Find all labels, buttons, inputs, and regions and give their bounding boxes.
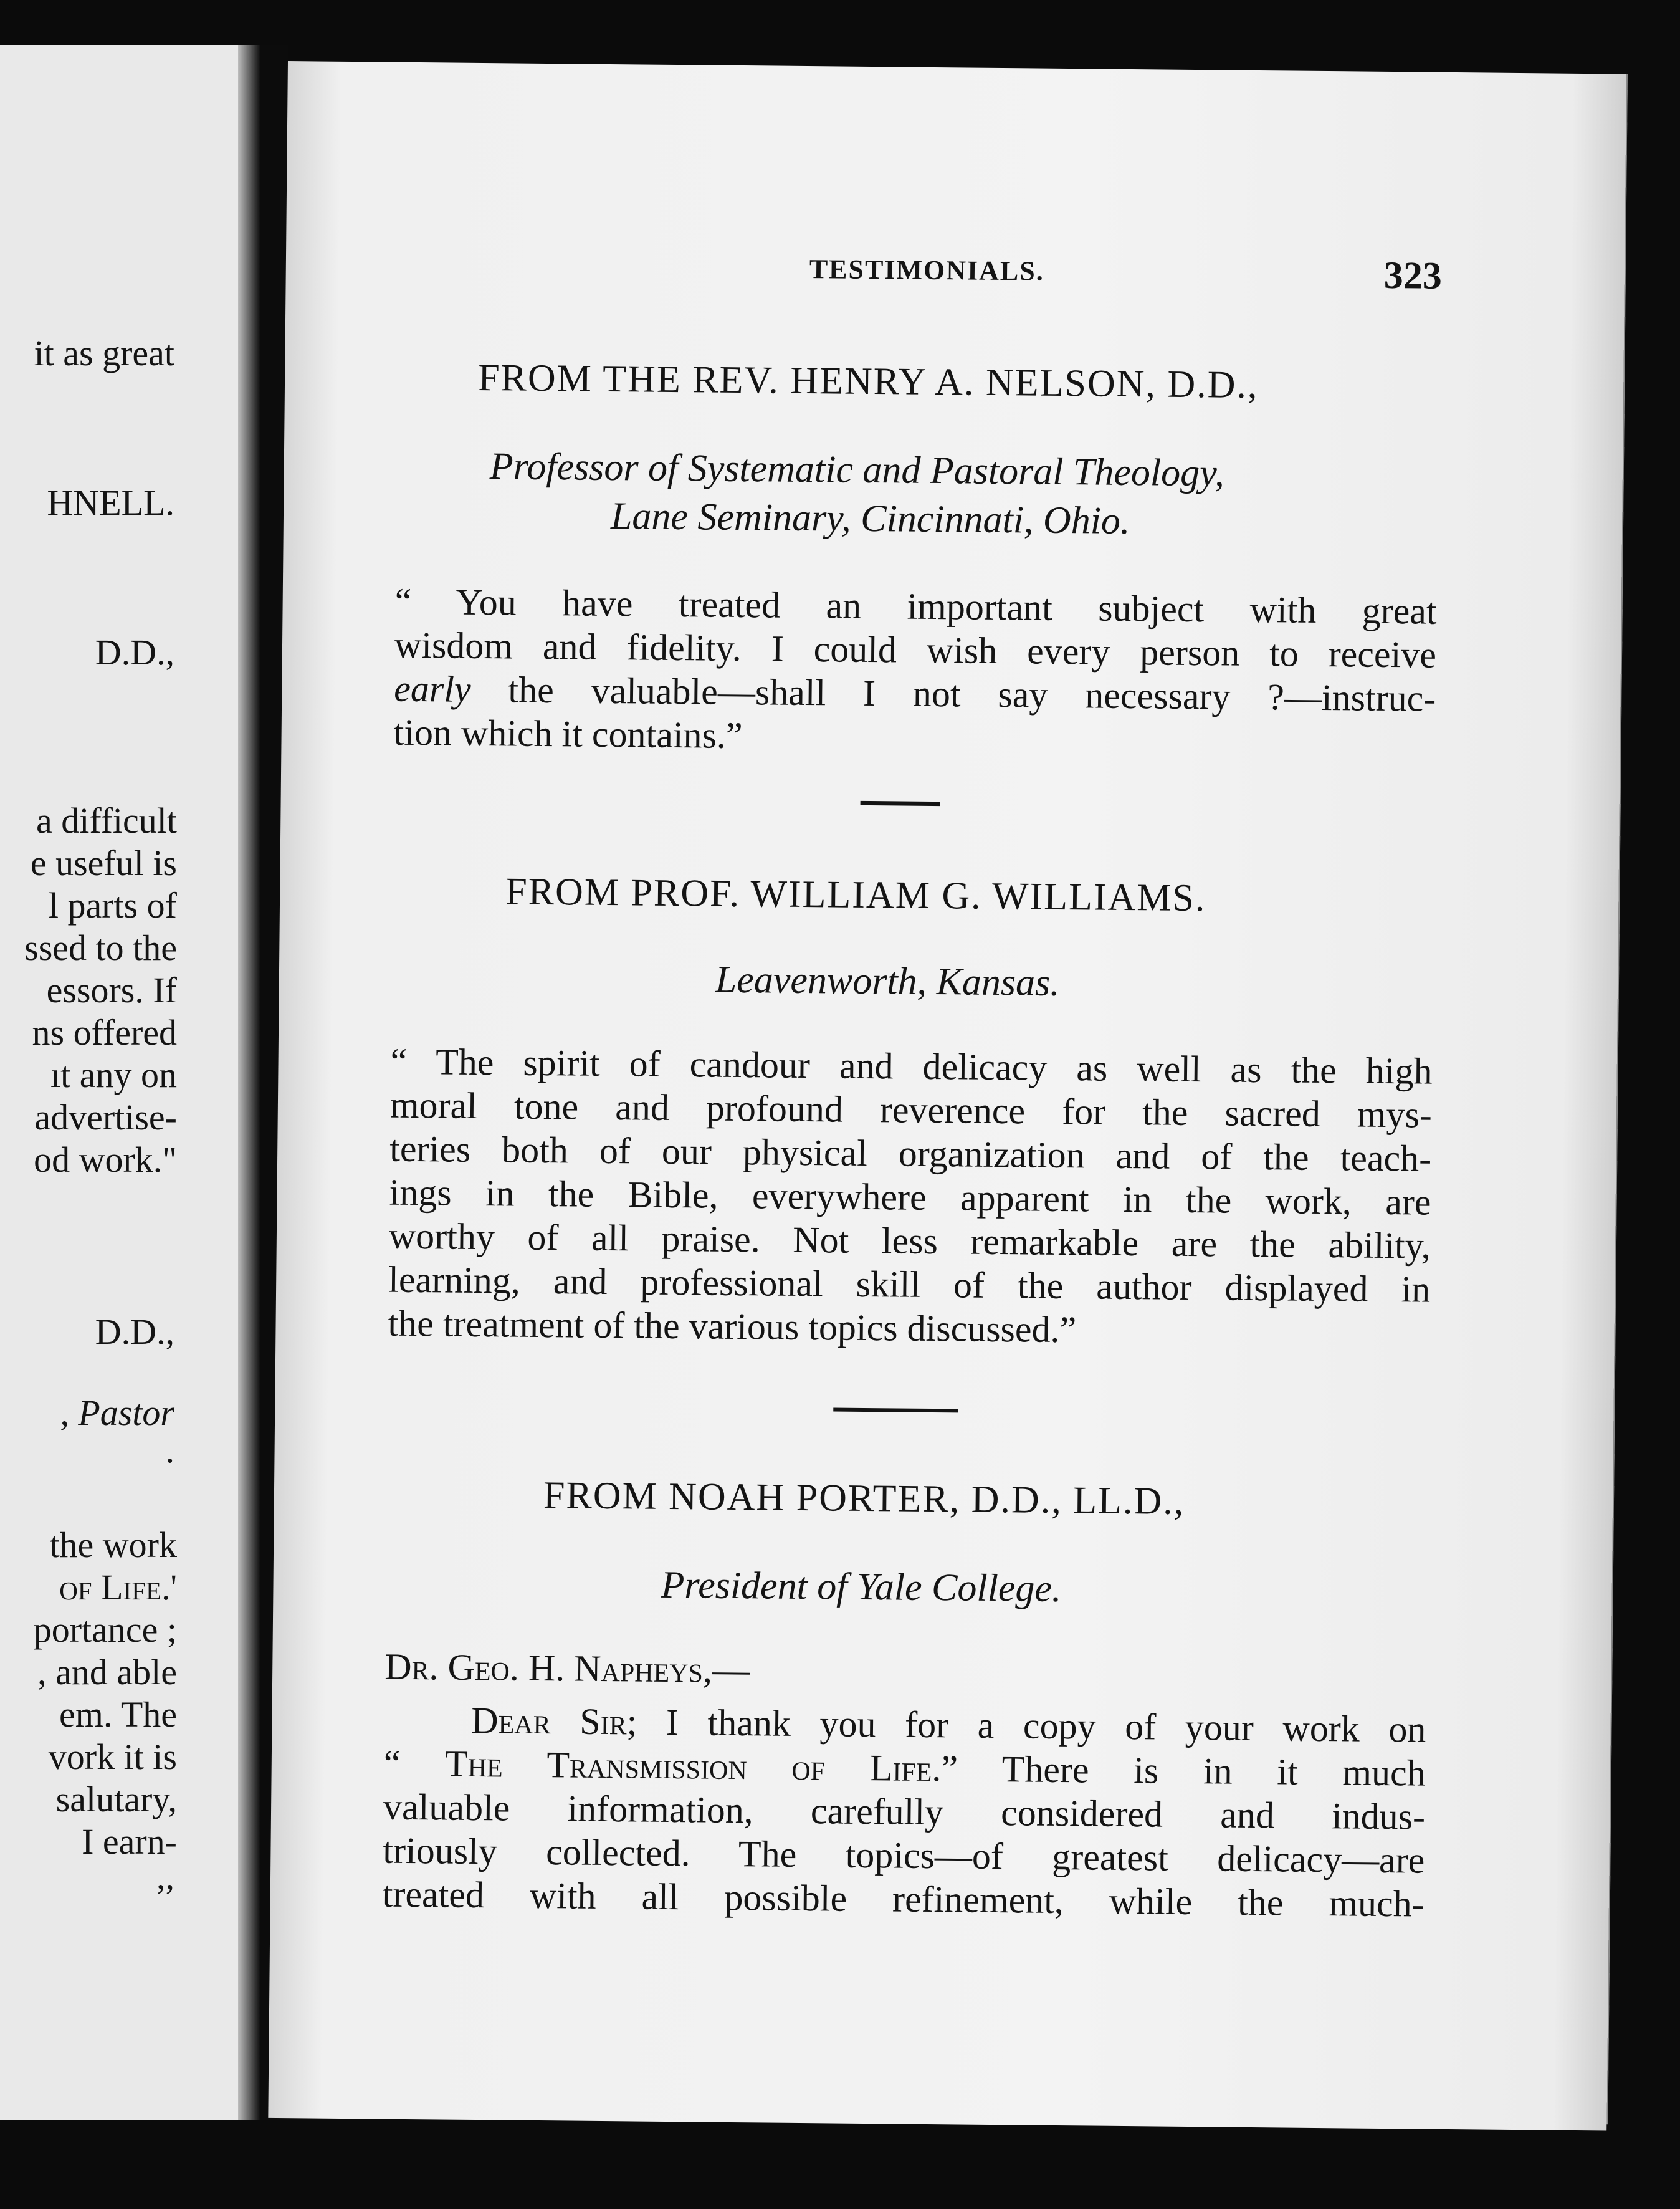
left-page-line: ıt any on — [50, 1055, 177, 1095]
testimonial-body — [393, 580, 1437, 764]
left-page-line: . — [165, 1430, 174, 1470]
section-subheading: Lane Seminary, Cincinnati, Ohio. — [610, 495, 1130, 543]
section-heading: FROM THE REV. HENRY A. NELSON, D.D., — [477, 356, 1259, 406]
section-subheading: President of Yale College. — [661, 1563, 1062, 1611]
section-subheading: Professor of Systematic and Pastoral Theology, — [489, 445, 1225, 495]
emphasis: early — [394, 668, 471, 710]
left-page-line: em. The — [59, 1694, 177, 1735]
body-line: moral tone and profound reverence for the sacred mys- — [389, 1084, 1433, 1136]
body-line: learning, and professional skill of the author displayed in — [388, 1258, 1431, 1310]
body-line: tion which it contains.” — [393, 711, 743, 757]
left-page-line: D.D., — [95, 1311, 174, 1352]
section-divider — [833, 1408, 958, 1413]
left-page-line: e useful is — [30, 843, 177, 883]
book-title: The Transmission of Life. — [444, 1743, 942, 1790]
body-line: the treatment of the various topics discussed.” — [388, 1302, 1077, 1351]
body-line: “ You have treated an important subject with great — [394, 580, 1437, 632]
left-page-line: , and able — [37, 1652, 177, 1692]
left-page-line: salutary, — [55, 1779, 177, 1819]
left-page-line: D.D., — [95, 632, 174, 673]
left-page-line: of Life.' — [59, 1567, 177, 1608]
left-page-line: essors. If — [46, 970, 177, 1010]
body-line: treated with all possible refinement, while the much- — [382, 1873, 1425, 1925]
left-page-line: vork it is — [48, 1737, 177, 1777]
section-heading: FROM PROF. WILLIAM G. WILLIAMS. — [505, 870, 1206, 920]
left-page-line: od work." — [34, 1139, 177, 1180]
dear-sir: Dear Sir — [471, 1699, 628, 1743]
left-page-line: ,, — [156, 1856, 174, 1897]
left-facing-page — [0, 45, 238, 2120]
right-page — [268, 61, 1626, 2130]
body-line: wisdom and fidelity. I could wish every person to receive — [394, 624, 1437, 676]
left-page-line: portance ; — [33, 1609, 177, 1650]
body-line: triously collected. The topics—of greatest delicacy—are — [383, 1829, 1425, 1881]
letter-salutation: Dr. Geo. H. Napheys,— — [384, 1646, 750, 1691]
section-heading: FROM NOAH PORTER, D.D., LL.D., — [543, 1474, 1185, 1523]
left-page-line: , Pastor — [60, 1392, 174, 1433]
section-divider — [861, 801, 940, 806]
left-page-line: ns offered — [32, 1012, 177, 1053]
letter-body — [382, 1698, 1426, 1926]
page-number: 323 — [1383, 254, 1443, 297]
body-line-text: the valuable—shall I not say necessary ?—instruc- — [508, 669, 1436, 719]
left-page-line: it as great — [34, 333, 174, 373]
left-page-line: ssed to the — [24, 927, 177, 968]
left-page-line: I earn- — [82, 1821, 177, 1862]
left-page-line: a difficult — [36, 800, 177, 841]
body-line: valuable information, carefully considered and indus- — [383, 1786, 1426, 1838]
body-line-text: ; I thank you for a copy of your work on — [626, 1701, 1426, 1750]
body-line: “ The spirit of candour and delicacy as well as the high — [390, 1040, 1433, 1092]
left-page-line: advertise- — [34, 1097, 177, 1138]
left-page-line: l parts of — [48, 885, 177, 926]
body-line: ings in the Bible, everywhere apparent in the work, are — [389, 1171, 1431, 1223]
left-page-line: the work — [49, 1525, 177, 1565]
open-quote: “ — [383, 1742, 401, 1784]
body-line-text: ” There is in it much — [941, 1748, 1426, 1794]
running-head: TESTIMONIALS. — [809, 254, 1044, 287]
body-line: worthy of all praise. Not less remarkable are the ability, — [388, 1215, 1431, 1267]
left-page-line: HNELL. — [47, 482, 174, 523]
testimonial-body — [388, 1040, 1433, 1355]
body-line: teries both of our physical organization and of the teach- — [389, 1128, 1432, 1179]
section-subheading: Leavenworth, Kansas. — [715, 958, 1061, 1004]
